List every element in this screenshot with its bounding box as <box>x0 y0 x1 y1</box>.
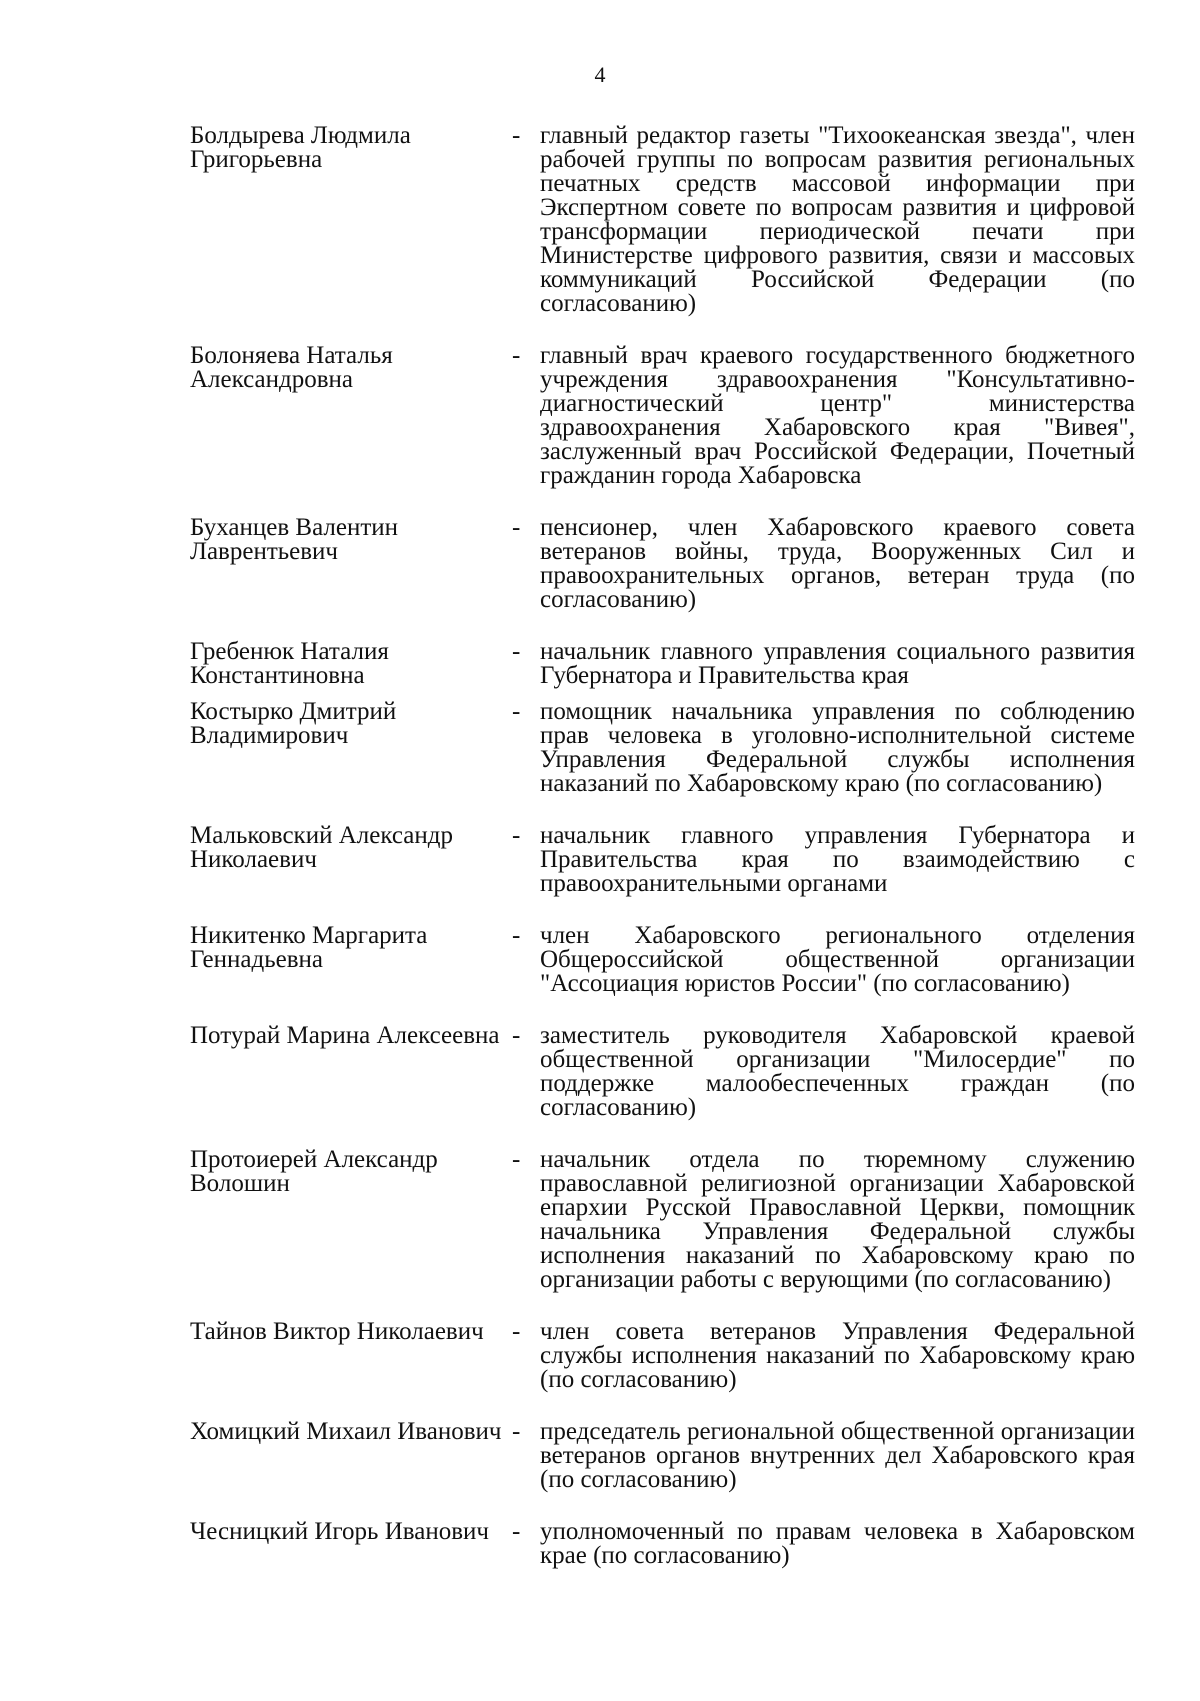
member-entry <box>190 1024 1145 1120</box>
member-entry <box>190 344 1145 488</box>
member-entry <box>190 824 1145 896</box>
dash-separator: - <box>512 342 521 369</box>
member-name: Болоняева Наталья Александровна <box>190 342 393 393</box>
dash-separator: - <box>512 514 521 541</box>
member-entry <box>190 1420 1145 1492</box>
member-name: Потурай Марина Алексеевна <box>190 1022 500 1049</box>
member-name: Костырко Дмитрий Владимирович <box>190 698 397 749</box>
member-role: главный редактор газеты "Тихоокеанская звезда", член рабочей группы по вопросам развития региональных печатных средств массовой информации при Экспертном совете по вопросам развития и цифровой трансформации периодической печати при Министерстве цифрового развития, связи и массовых коммуникаций Российской Федерации (по согласованию) <box>540 122 1135 317</box>
member-role: уполномоченный по правам человека в Хабаровском крае (по согласованию) <box>540 1518 1135 1569</box>
member-role: председатель региональной общественной организации ветеранов органов внутренних дел Хабаровского края (по согласованию) <box>540 1418 1135 1493</box>
member-list <box>190 124 1145 1596</box>
member-role: помощник начальника управления по соблюдению прав человека в уголовно-исполнительной системе Управления Федеральной службы исполнения наказаний по Хабаровскому краю (по согласованию) <box>540 698 1135 797</box>
member-role: главный врач краевого государственного бюджетного учреждения здравоохранения "Консультативно-диагностический центр" министерства здравоохранения Хабаровского края "Вивея", заслуженный врач Российской Федерации, Почетный гражданин города Хабаровска <box>540 342 1135 489</box>
member-entry <box>190 700 1145 796</box>
member-role: член совета ветеранов Управления Федеральной службы исполнения наказаний по Хабаровскому краю (по согласованию) <box>540 1318 1135 1393</box>
member-role: начальник главного управления социального развития Губернатора и Правительства края <box>540 638 1135 689</box>
member-role: начальник отдела по тюремному служению православной религиозной организации Хабаровской епархии Русской Православной Церкви, помощник начальника Управления Федеральной службы исполнения наказаний по Хабаровскому краю по организации работы с верующими (по согласованию) <box>540 1146 1135 1293</box>
member-entry <box>190 1148 1145 1292</box>
member-role: заместитель руководителя Хабаровской краевой общественной организации "Милосердие" по поддержке малообеспеченных граждан (по согласованию) <box>540 1022 1135 1121</box>
member-entry <box>190 924 1145 996</box>
member-name: Никитенко Маргарита Геннадьевна <box>190 922 428 973</box>
dash-separator: - <box>512 1318 521 1345</box>
dash-separator: - <box>512 638 521 665</box>
dash-separator: - <box>512 698 521 725</box>
dash-separator: - <box>512 1022 521 1049</box>
dash-separator: - <box>512 1518 521 1545</box>
dash-separator: - <box>512 922 521 949</box>
member-name: Протоиерей Александр Волошин <box>190 1146 438 1197</box>
member-name: Чесницкий Игорь Иванович <box>190 1518 489 1545</box>
member-entry <box>190 640 1145 688</box>
member-role: пенсионер, член Хабаровского краевого совета ветеранов войны, труда, Вооруженных Сил и правоохранительных органов, ветеран труда (по согласованию) <box>540 514 1135 613</box>
dash-separator: - <box>512 1418 521 1445</box>
member-name: Мальковский Александр Николаевич <box>190 822 453 873</box>
member-name: Буханцев Валентин Лаврентьевич <box>190 514 399 565</box>
member-role: член Хабаровского регионального отделения Общероссийской общественной организации "Ассоциация юристов России" (по согласованию) <box>540 922 1135 997</box>
dash-separator: - <box>512 822 521 849</box>
member-name: Болдырева Людмила Григорьевна <box>190 122 411 173</box>
member-entry <box>190 124 1145 316</box>
member-entry <box>190 1520 1145 1568</box>
member-entry <box>190 516 1145 612</box>
dash-separator: - <box>512 1146 521 1173</box>
page-number: 4 <box>594 62 606 87</box>
member-name: Гребенюк Наталия Константиновна <box>190 638 389 689</box>
member-role: начальник главного управления Губернатора и Правительства края по взаимодействию с правоохранительными органами <box>540 822 1135 897</box>
member-entry <box>190 1320 1145 1392</box>
member-name: Тайнов Виктор Николаевич <box>190 1318 484 1345</box>
member-name: Хомицкий Михаил Иванович <box>190 1418 502 1445</box>
dash-separator: - <box>512 122 521 149</box>
